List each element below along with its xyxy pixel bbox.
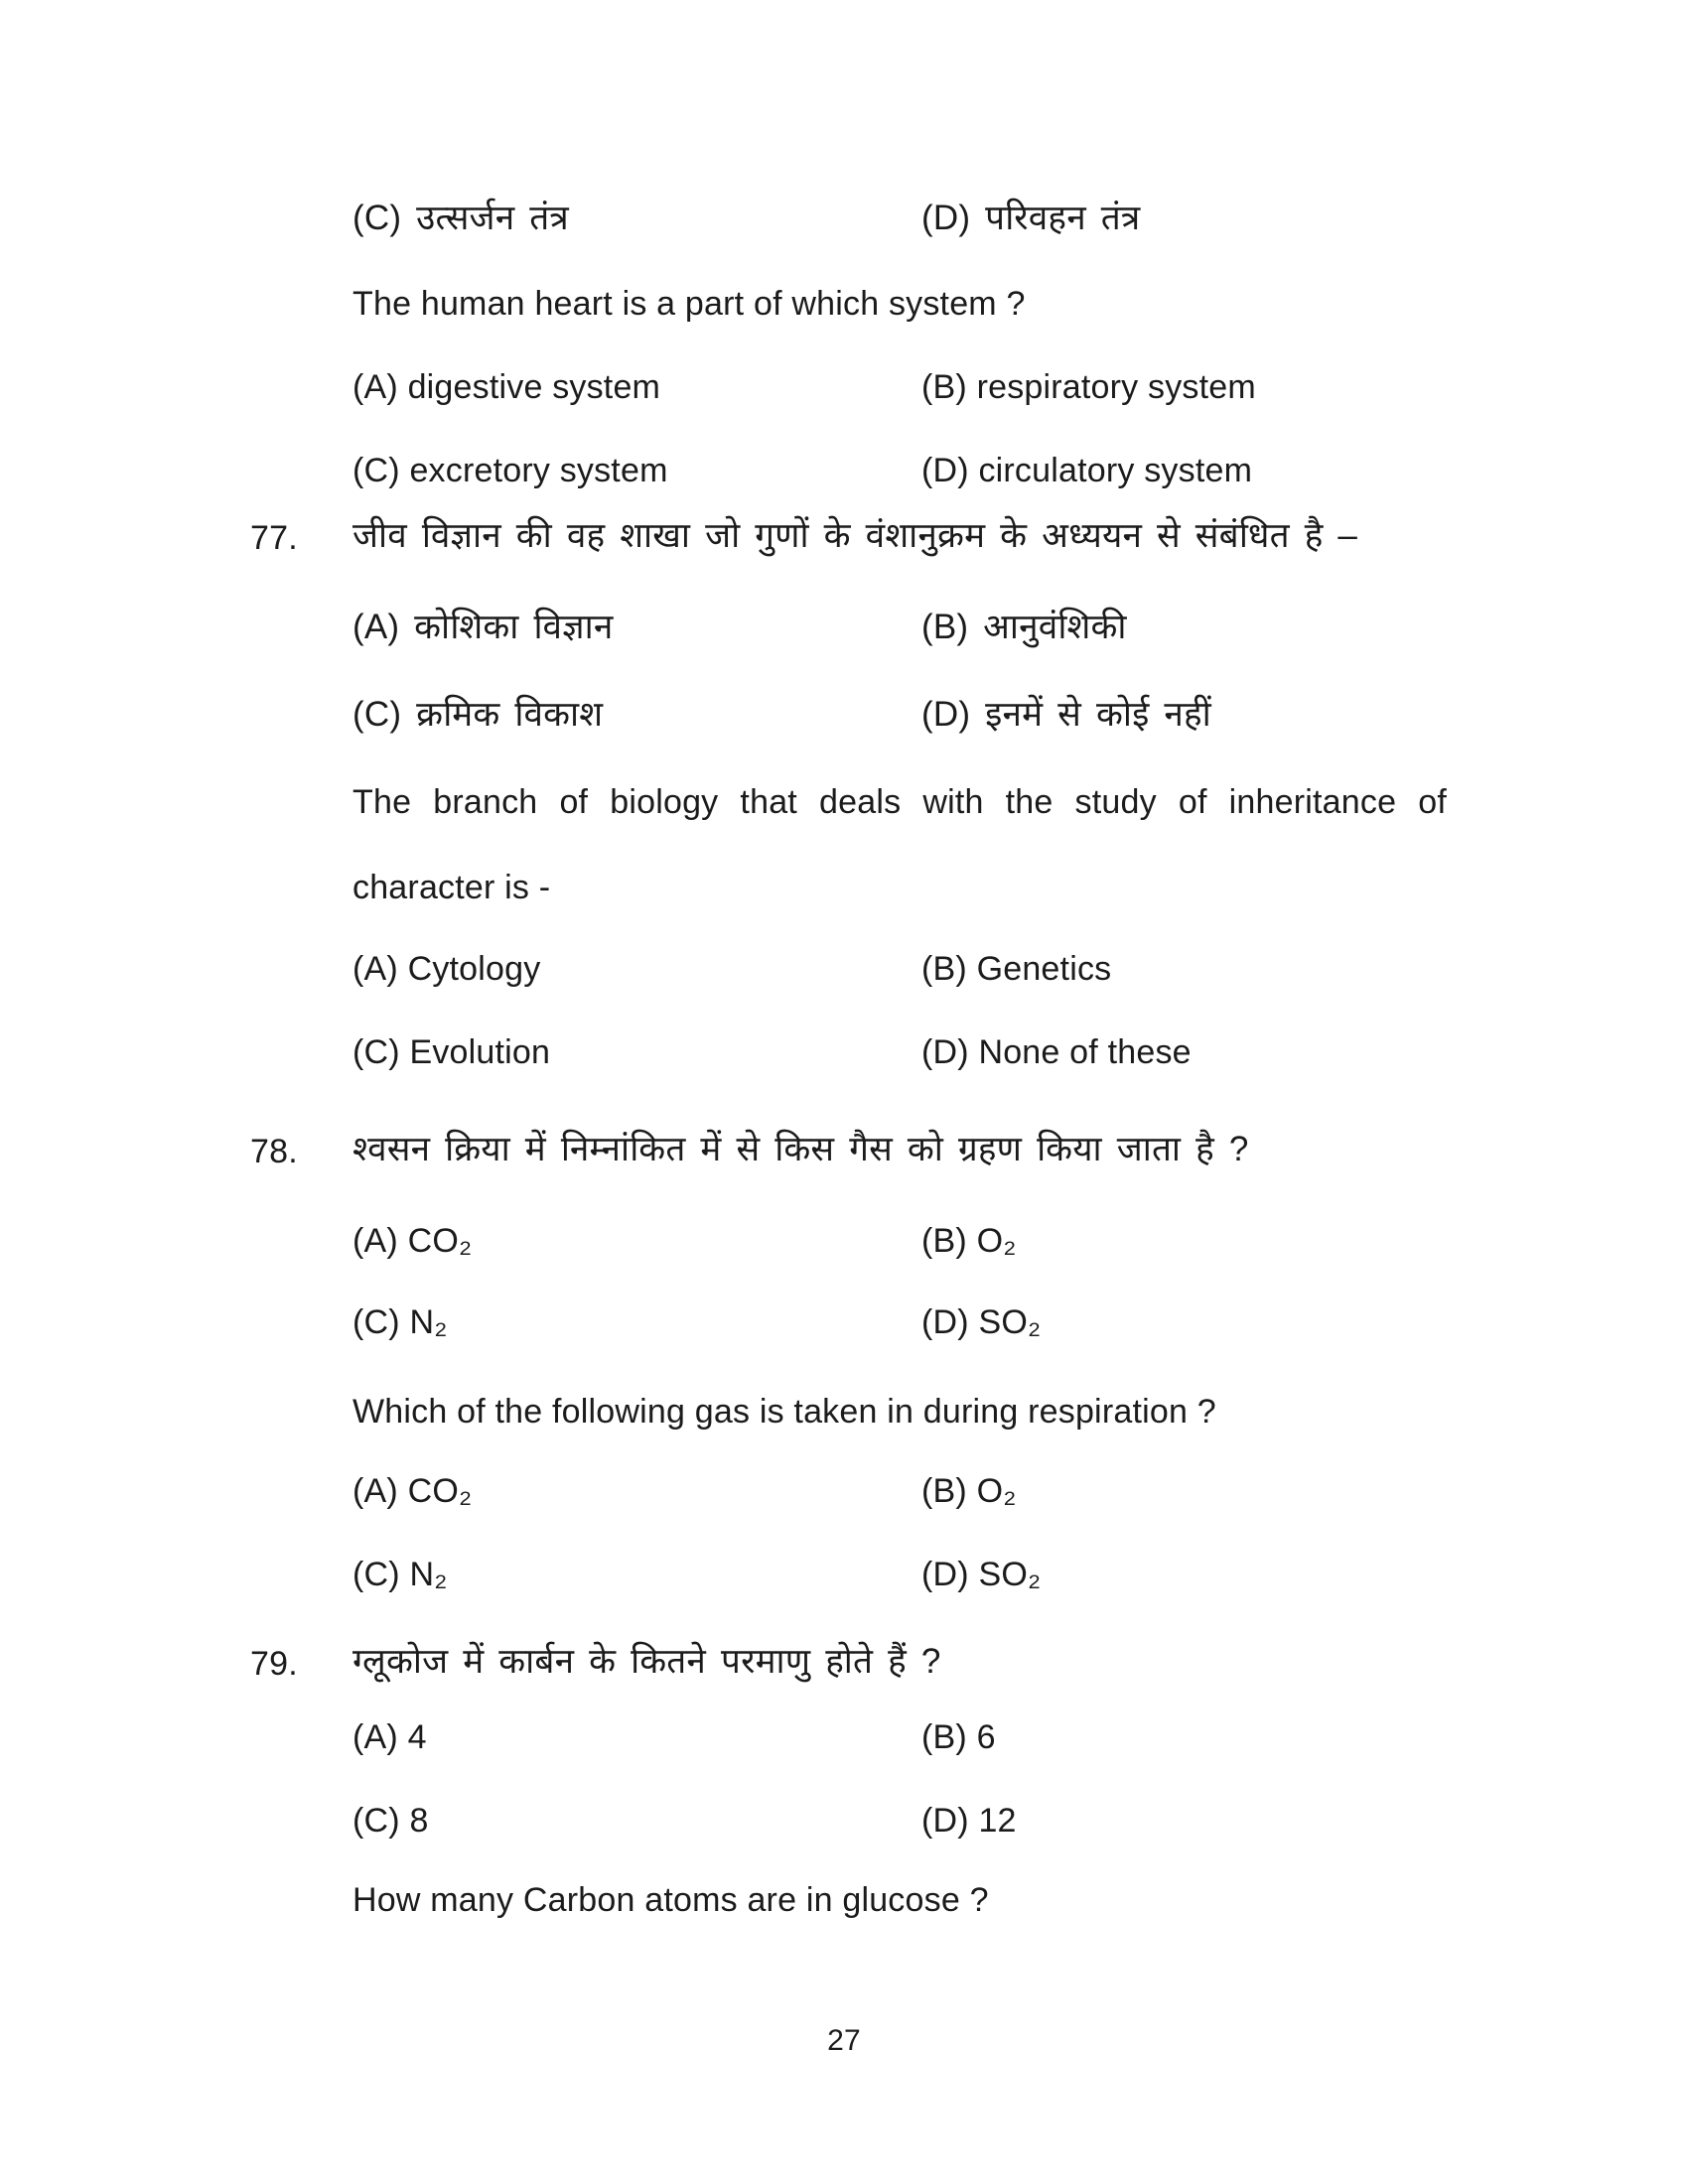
q79-hindi-question: ग्लूकोज में कार्बन के कितने परमाणु होते हैं ? <box>352 1642 941 1681</box>
q79-option-d: (D) 12 <box>921 1802 1017 1840</box>
q79-option-a: (A) 4 <box>352 1718 427 1756</box>
q79-option-b: (B) 6 <box>921 1718 996 1756</box>
q78-hindi-set-option-a: (A) CO₂ <box>352 1222 473 1260</box>
q77-hindi-option-c: (C) क्रमिक विकाश <box>352 695 604 734</box>
q78-english-set-option-c: (C) N₂ <box>352 1556 448 1593</box>
q76-english-option-c: (C) excretory system <box>352 452 668 489</box>
q76-english-question: The human heart is a part of which system ? <box>352 285 1026 323</box>
q78-hindi-set-option-c: (C) N₂ <box>352 1303 448 1341</box>
q76-english-option-b: (B) respiratory system <box>921 368 1256 406</box>
q78-english-set-option-d: (D) SO₂ <box>921 1556 1042 1593</box>
q78-english-set-option-b: (B) O₂ <box>921 1472 1017 1510</box>
q76-english-option-d: (D) circulatory system <box>921 452 1253 489</box>
q78-number: 78. <box>250 1133 298 1170</box>
q77-english-option-c: (C) Evolution <box>352 1033 551 1071</box>
q77-english-question-line1: The branch of biology that deals with the study of inheritance of <box>352 783 1447 821</box>
q77-hindi-option-a: (A) कोशिका विज्ञान <box>352 608 614 646</box>
q78-hindi-question: श्वसन क्रिया में निम्नांकित में से किस गैस को ग्रहण किया जाता है ? <box>352 1130 1249 1168</box>
q78-hindi-set-option-b: (B) O₂ <box>921 1222 1017 1260</box>
q76-english-option-a: (A) digestive system <box>352 368 661 406</box>
q77-english-option-b: (B) Genetics <box>921 950 1112 988</box>
q78-english-set-option-a: (A) CO₂ <box>352 1472 473 1510</box>
q76-hindi-option-d: (D) परिवहन तंत्र <box>921 199 1141 237</box>
q79-number: 79. <box>250 1645 298 1683</box>
page-number: 27 <box>827 2024 861 2057</box>
q79-option-c: (C) 8 <box>352 1802 429 1840</box>
q77-hindi-option-b: (B) आनुवंशिकी <box>921 608 1127 646</box>
q77-english-option-a: (A) Cytology <box>352 950 541 988</box>
q77-english-option-d: (D) None of these <box>921 1033 1192 1071</box>
q77-number: 77. <box>250 519 298 557</box>
q77-hindi-question: जीव विज्ञान की वह शाखा जो गुणों के वंशानुक्रम के अध्ययन से संबंधित है – <box>352 516 1358 555</box>
q77-hindi-option-d: (D) इनमें से कोई नहीं <box>921 695 1211 734</box>
q78-hindi-set-option-d: (D) SO₂ <box>921 1303 1042 1341</box>
q76-hindi-option-c: (C) उत्सर्जन तंत्र <box>352 199 569 237</box>
q79-english-question: How many Carbon atoms are in glucose ? <box>352 1881 989 1919</box>
q78-english-question: Which of the following gas is taken in during respiration ? <box>352 1393 1216 1431</box>
q77-english-question-line2: character is - <box>352 869 551 906</box>
